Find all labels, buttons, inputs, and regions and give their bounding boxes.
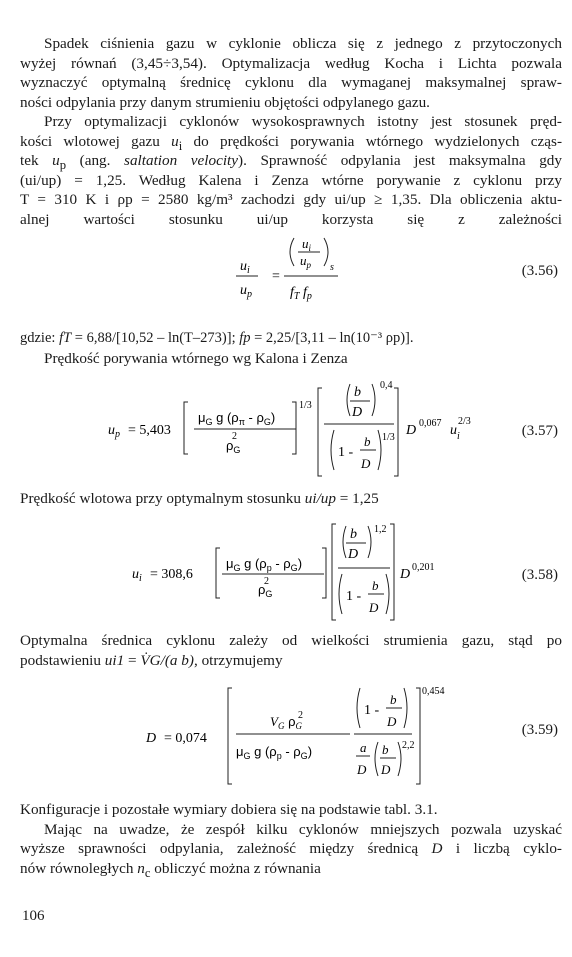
svg-text:ρG: $\rho_G$: [226, 438, 241, 455]
eq-number-3-56: (3.56): [521, 263, 558, 279]
svg-text:D: D: [381, 762, 391, 777]
svg-text:s: s: [330, 262, 334, 273]
svg-text:b: b: [350, 527, 357, 542]
p2-line-6: alnej wartości stosunku ui/up korzysta się z zależności: [20, 210, 562, 228]
p2-line-4: (ui/up) = 1,25. Według Kalena i Zenza wtórne porywanie z cyklonu przy: [20, 171, 562, 189]
svg-text:0,201: 0,201: [412, 562, 435, 573]
svg-text:0,454: 0,454: [422, 686, 445, 697]
svg-text:fT fp: $f_T$ $f_p$: [290, 285, 312, 302]
svg-text:D: D: [387, 714, 397, 729]
svg-text:=: =: [272, 269, 280, 284]
svg-text:ρG: $\rho_G$: [258, 582, 273, 599]
svg-text:1 -: 1 -: [346, 589, 362, 604]
svg-text:b: b: [390, 692, 397, 707]
line-predkosc-porywania: Prędkość porywania wtórnego wg Kalona i Zenza: [44, 350, 348, 367]
svg-text:μG g (ρπ - ρG): $\mu_G$ g $(\rho_\pi - \rho_G)$: [198, 410, 276, 427]
equation-3-59: [140, 680, 445, 788]
p1-line-2: wyżej równań (3,45÷3,54). Optymalizacja według Kocha i Lichta pozwala: [20, 54, 562, 72]
svg-text:= 5,403: = 5,403: [128, 423, 171, 438]
svg-text:1/3: 1/3: [382, 432, 395, 443]
svg-text:up: $u_p$: [108, 423, 120, 440]
svg-text:a: a: [360, 740, 367, 755]
p1-line-4: ności odpylania przy danym strumieniu objętości odpylanego gazu.: [20, 93, 430, 111]
p2-line-1: Przy optymalizacji cyklonów wysokosprawnych istotny jest stosunek pręd-: [44, 113, 562, 130]
svg-text:b: b: [354, 385, 361, 400]
svg-text:2: 2: [298, 710, 303, 721]
svg-text:1/3: 1/3: [299, 400, 312, 411]
svg-text:D: D: [146, 731, 157, 746]
svg-text:2,2: 2,2: [402, 740, 415, 751]
paragraph-3: Optymalna średnica cyklonu zależy od wielkości strumienia gazu, stąd po podstawieniu ui1 = V̇G/(a b), otrzymujemy: [20, 632, 562, 669]
svg-text:= 0,074: = 0,074: [164, 731, 207, 746]
paragraph-4: Konfiguracje i pozostałe wymiary dobiera się na podstawie tabl. 3.1. Mając na uwadze, że zespół kilku cyklonów mniejszych pozwala uzyskać wyższe sprawności odpylania, zależność między średnicą D i liczbą cyklo- nów równoległych $n_c$ obliczyć można z równania: [20, 801, 562, 880]
svg-text:2: 2: [264, 576, 269, 587]
svg-text:up: $u_p$: [300, 253, 311, 270]
svg-text:VG ρG: $V_G$ $\rho_G$: [270, 714, 302, 731]
eq-number-3-57: (3.57): [521, 423, 558, 439]
svg-text:2/3: 2/3: [458, 416, 471, 427]
svg-text:D: D: [357, 762, 367, 777]
p2-line-5: T = 310 K i ρp = 2580 kg/m³ zachodzi gdy ui/up ≥ 1,35. Dla obliczenia aktu-: [20, 191, 562, 209]
svg-text:i: i: [457, 431, 460, 442]
svg-text:u: u: [450, 423, 457, 438]
svg-text:ui: $u_i$: [132, 567, 142, 584]
svg-text:D: D: [406, 423, 417, 438]
p1-line-3: wyznaczyć optymalną średnicę cyklonu dla wymaganej maksymalnej spraw-: [20, 74, 562, 92]
svg-text:μG g (ρp - ρG): $\mu_G$ g $(\rho_p - \rho_G)$: [236, 744, 313, 761]
equation-3-57: [88, 372, 528, 482]
svg-text:D: D: [369, 600, 379, 615]
svg-text:1,2: 1,2: [374, 524, 387, 535]
svg-text:μG g (ρp - ρG): $\mu_G$ g $(\rho_p - \rho_G)$: [226, 556, 303, 573]
p1-line-1: Spadek ciśnienia gazu w cyklonie oblicza się z jednego z przytoczonych: [44, 35, 562, 52]
paragraph-2: [20, 112, 562, 230]
svg-text:ui: $u_i$: [240, 259, 250, 276]
eq-number-3-58: (3.58): [521, 567, 558, 583]
svg-text:b: b: [382, 742, 389, 757]
svg-text:ui: $u_i$: [302, 236, 312, 253]
equation-3-56: [230, 232, 370, 312]
svg-text:D: D: [352, 405, 363, 420]
gdzie-line: gdzie: fT = 6,88/[10,52 – ln(T–273)]; fp = 2,25/[3,11 – ln(10⁻³ ρp)].: [20, 330, 414, 346]
svg-text:0,067: 0,067: [419, 418, 442, 429]
p2-line-2: kości wlotowej gazu $u_i$ do prędkości porywania wtórnego wydzielonych cząs-: [20, 132, 562, 153]
p2-line-3: tek $u_p$ (ang. saltation velocity). Sprawność odpylania jest maksymalna gdy: [20, 152, 562, 173]
page-number: 106: [22, 908, 45, 924]
svg-text:up: $u_p$: [240, 283, 252, 300]
paragraph-1: [20, 34, 562, 112]
svg-text:D: D: [348, 547, 359, 562]
svg-text:D: D: [361, 456, 371, 471]
svg-text:1 -: 1 -: [364, 703, 380, 718]
svg-text:= 308,6: = 308,6: [150, 567, 193, 582]
svg-text:b: b: [364, 434, 371, 449]
equation-3-58: [128, 518, 435, 626]
svg-text:b: b: [372, 578, 379, 593]
eq-number-3-59: (3.59): [521, 722, 558, 738]
svg-text:1 -: 1 -: [338, 445, 354, 460]
svg-text:0,4: 0,4: [380, 380, 393, 391]
line-predkosc-wlotowa: Prędkość wlotowa przy optymalnym stosunku ui/up = 1,25: [20, 490, 379, 507]
svg-text:2: 2: [232, 431, 237, 442]
svg-text:D: D: [400, 567, 411, 582]
